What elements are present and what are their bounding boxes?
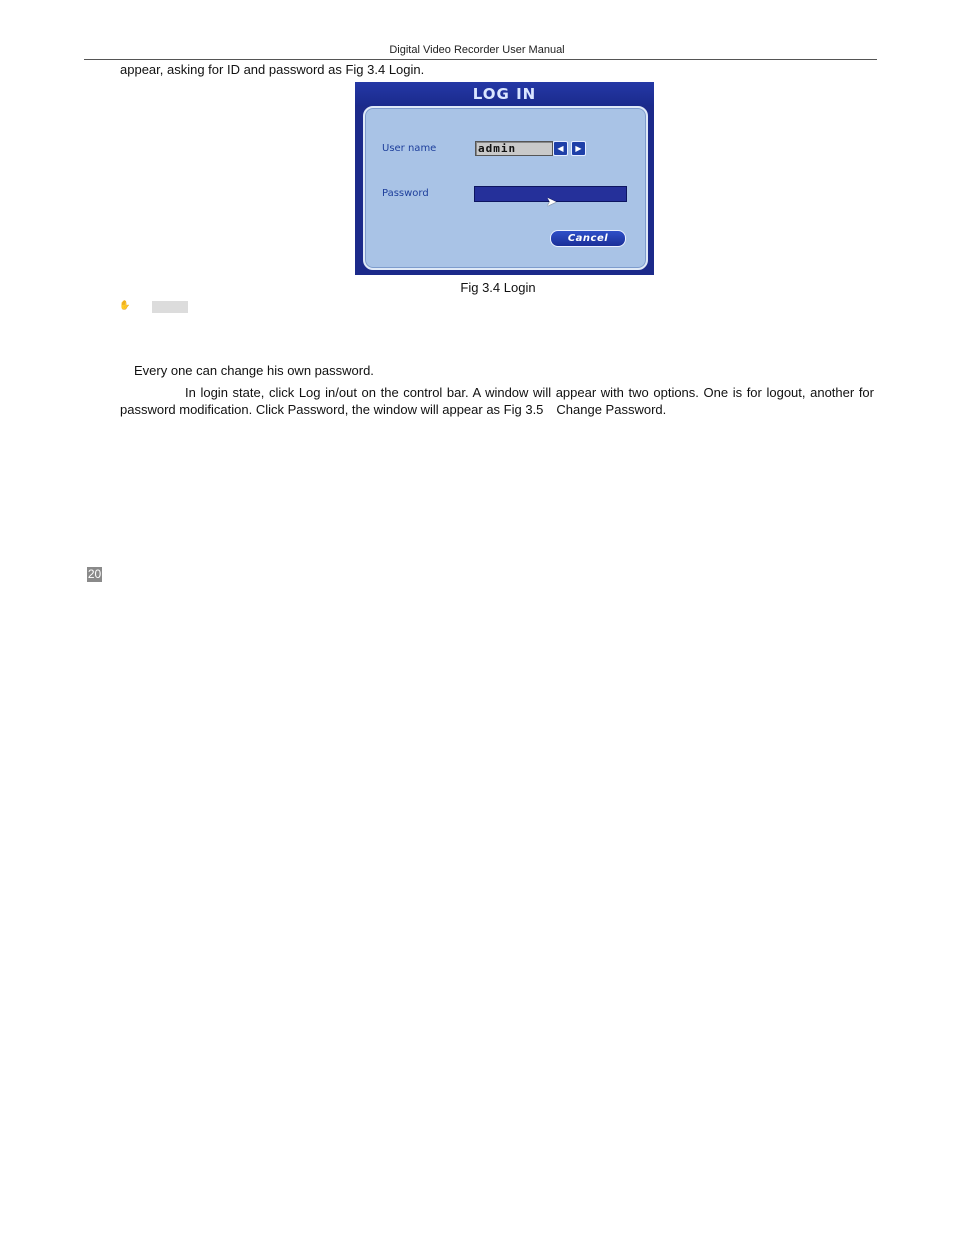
mouse-pointer-icon: ➤ [546, 194, 557, 209]
figure-caption: Fig 3.4 Login [460, 280, 536, 295]
paragraph-login-state: In login state, click Log in/out on the control bar. A window will appear with two options. One is for logout, another for password modification. Click Password, the window will appear as Fig 3.5 Change Password. [120, 385, 874, 417]
intro-text: appear, asking for ID and password as Fig 3.4 Login. [120, 62, 425, 77]
page-number: 20 [87, 567, 102, 581]
hand-note-icon: ✋ [119, 300, 131, 310]
previous-user-button[interactable] [553, 141, 568, 156]
header-rule [84, 59, 877, 60]
user-name-field[interactable]: admin [475, 141, 553, 156]
arrow-right-icon: ▶ [575, 144, 582, 153]
login-figure [355, 82, 654, 275]
running-header: Digital Video Recorder User Manual [389, 44, 565, 56]
password-label: Password [382, 188, 429, 199]
note-highlight [152, 301, 188, 313]
next-user-button[interactable] [571, 141, 586, 156]
login-title: LOG IN [472, 85, 537, 103]
arrow-left-icon: ◀ [557, 144, 564, 153]
paragraph-password-change: Every one can change his own password. [134, 363, 374, 378]
cancel-button[interactable]: Cancel [550, 230, 626, 247]
user-name-label: User name [382, 143, 437, 154]
